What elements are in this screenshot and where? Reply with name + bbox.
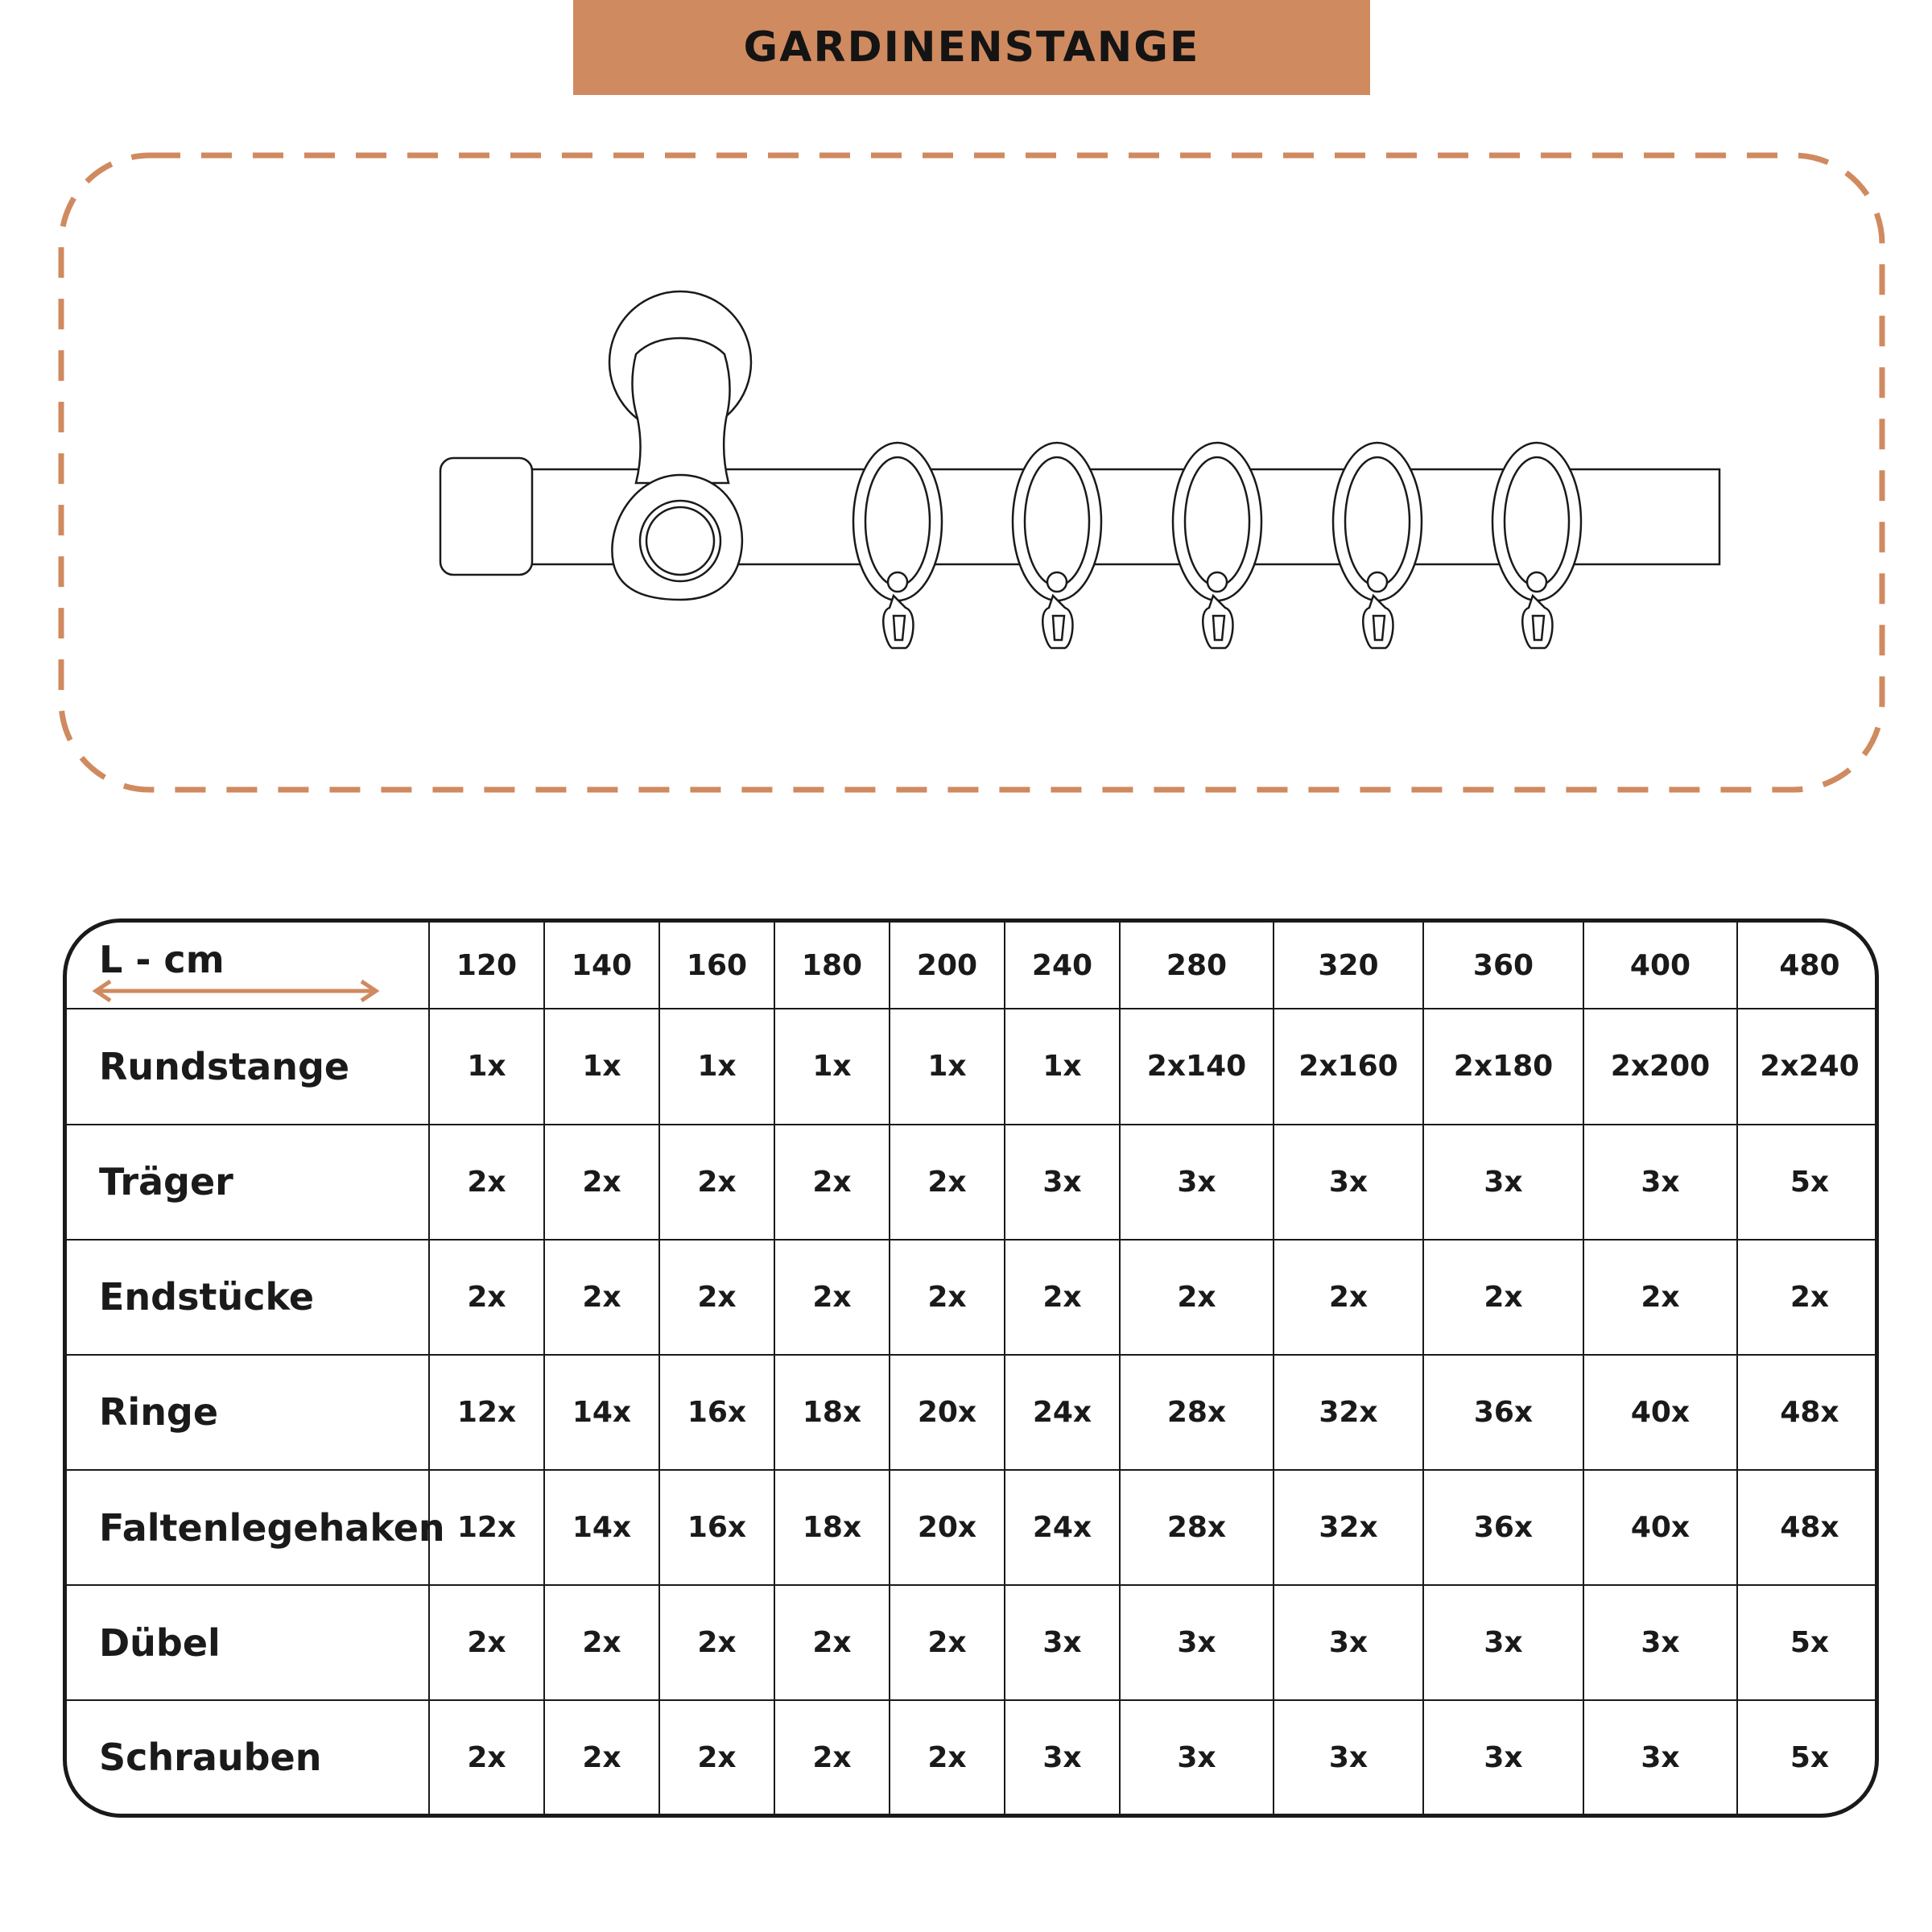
- ring-icon: [853, 443, 942, 648]
- table-row: [67, 1240, 1879, 1355]
- table-cell: 16x: [659, 1470, 774, 1585]
- table-cell: 3x: [1274, 1125, 1423, 1240]
- table-cell: 2x: [774, 1585, 890, 1700]
- table-cell: 1x: [659, 1009, 774, 1124]
- length-label: L - cm: [99, 938, 225, 982]
- ring-icon: [1173, 443, 1261, 648]
- table-cell: 2x: [1423, 1240, 1583, 1355]
- row-label: Träger: [67, 1125, 429, 1240]
- table-cell: 1x: [544, 1009, 659, 1124]
- double-arrow-icon: [91, 979, 381, 1003]
- bracket-icon: [609, 291, 751, 600]
- table-cell: 1x: [429, 1009, 544, 1124]
- table-row: [67, 1700, 1879, 1814]
- table-cell: 2x180: [1423, 1009, 1583, 1124]
- column-header: 140: [544, 923, 659, 1009]
- table-cell: 2x: [544, 1700, 659, 1814]
- table-row: [67, 1125, 1879, 1240]
- table-cell: 18x: [774, 1355, 890, 1470]
- column-header: 320: [1274, 923, 1423, 1009]
- column-header: 400: [1583, 923, 1737, 1009]
- table-cell: 2x: [774, 1125, 890, 1240]
- row-label: Faltenlegehaken: [67, 1470, 429, 1585]
- table-cell: 2x240: [1737, 1009, 1879, 1124]
- table-cell: 14x: [544, 1355, 659, 1470]
- table-cell: 12x: [429, 1470, 544, 1585]
- table-cell: 2x: [1120, 1240, 1274, 1355]
- table-cell: 2x: [774, 1700, 890, 1814]
- table-cell: 2x200: [1583, 1009, 1737, 1124]
- table-cell: 20x: [890, 1470, 1005, 1585]
- table-cell: 3x: [1274, 1700, 1423, 1814]
- curtain-rod-illustration: [0, 0, 1932, 813]
- table-cell: 5x: [1737, 1125, 1879, 1240]
- column-header: 200: [890, 923, 1005, 1009]
- row-label: Ringe: [67, 1355, 429, 1470]
- table-cell: 3x: [1274, 1585, 1423, 1700]
- table-cell: 3x: [1120, 1700, 1274, 1814]
- table-cell: 3x: [1423, 1125, 1583, 1240]
- table-row: [67, 1009, 1879, 1124]
- table-cell: 2x: [544, 1240, 659, 1355]
- table-cell: 14x: [544, 1470, 659, 1585]
- row-label: Endstücke: [67, 1240, 429, 1355]
- column-header: 180: [774, 923, 890, 1009]
- table-cell: 2x: [1737, 1240, 1879, 1355]
- row-label: Schrauben: [67, 1700, 429, 1814]
- table-cell: 2x: [659, 1125, 774, 1240]
- table-row: [67, 1585, 1879, 1700]
- table-cell: 2x160: [1274, 1009, 1423, 1124]
- table-row: [67, 1355, 1879, 1470]
- end-cap-icon: [440, 458, 532, 575]
- table-cell: 3x: [1583, 1125, 1737, 1240]
- table-cell: 28x: [1120, 1355, 1274, 1470]
- table-cell: 2x140: [1120, 1009, 1274, 1124]
- header-row: [67, 923, 1879, 1009]
- table-cell: 2x: [659, 1240, 774, 1355]
- table-cell: 32x: [1274, 1355, 1423, 1470]
- table-cell: 3x: [1005, 1585, 1120, 1700]
- column-header: 160: [659, 923, 774, 1009]
- column-header: 240: [1005, 923, 1120, 1009]
- table-cell: 48x: [1737, 1470, 1879, 1585]
- table-cell: 28x: [1120, 1470, 1274, 1585]
- table-cell: 3x: [1583, 1700, 1737, 1814]
- table-cell: 2x: [1274, 1240, 1423, 1355]
- length-header-cell: [67, 923, 429, 1009]
- table-cell: 2x: [890, 1585, 1005, 1700]
- table-cell: 2x: [544, 1585, 659, 1700]
- table-cell: 24x: [1005, 1355, 1120, 1470]
- table-cell: 3x: [1005, 1125, 1120, 1240]
- table-cell: 3x: [1120, 1585, 1274, 1700]
- page-title: GARDINENSTANGE: [743, 23, 1200, 72]
- ring-icon: [1013, 443, 1101, 648]
- table-cell: 36x: [1423, 1355, 1583, 1470]
- column-header: 280: [1120, 923, 1274, 1009]
- table-cell: 40x: [1583, 1470, 1737, 1585]
- table-cell: 2x: [1005, 1240, 1120, 1355]
- table-cell: 3x: [1423, 1700, 1583, 1814]
- column-header: 480: [1737, 923, 1879, 1009]
- table-cell: 48x: [1737, 1355, 1879, 1470]
- table-cell: 2x: [429, 1585, 544, 1700]
- table-cell: 3x: [1120, 1125, 1274, 1240]
- column-header: 120: [429, 923, 544, 1009]
- row-label: Rundstange: [67, 1009, 429, 1124]
- table-cell: 2x: [890, 1700, 1005, 1814]
- table-cell: 5x: [1737, 1700, 1879, 1814]
- table-cell: 36x: [1423, 1470, 1583, 1585]
- table-cell: 2x: [429, 1240, 544, 1355]
- table-row: [67, 1470, 1879, 1585]
- table-cell: 12x: [429, 1355, 544, 1470]
- table-cell: 20x: [890, 1355, 1005, 1470]
- curtain-rod-icon: [440, 291, 1719, 648]
- table-cell: 16x: [659, 1355, 774, 1470]
- table-cell: 2x: [429, 1125, 544, 1240]
- table-cell: 2x: [1583, 1240, 1737, 1355]
- table-cell: 2x: [890, 1125, 1005, 1240]
- table-cell: 5x: [1737, 1585, 1879, 1700]
- table-cell: 2x: [659, 1585, 774, 1700]
- table-cell: 3x: [1583, 1585, 1737, 1700]
- table-cell: 40x: [1583, 1355, 1737, 1470]
- table-cell: 1x: [1005, 1009, 1120, 1124]
- table-cell: 3x: [1423, 1585, 1583, 1700]
- table-cell: 2x: [774, 1240, 890, 1355]
- table-cell: 2x: [429, 1700, 544, 1814]
- ring-icon: [1492, 443, 1581, 648]
- table-cell: 2x: [659, 1700, 774, 1814]
- table-cell: 1x: [890, 1009, 1005, 1124]
- parts-table: [63, 919, 1879, 1818]
- table-cell: 3x: [1005, 1700, 1120, 1814]
- table-cell: 2x: [890, 1240, 1005, 1355]
- table-cell: 24x: [1005, 1470, 1120, 1585]
- ring-icon: [1333, 443, 1422, 648]
- column-header: 360: [1423, 923, 1583, 1009]
- table-cell: 32x: [1274, 1470, 1423, 1585]
- row-label: Dübel: [67, 1585, 429, 1700]
- table-cell: 18x: [774, 1470, 890, 1585]
- table-cell: 2x: [544, 1125, 659, 1240]
- table-cell: 1x: [774, 1009, 890, 1124]
